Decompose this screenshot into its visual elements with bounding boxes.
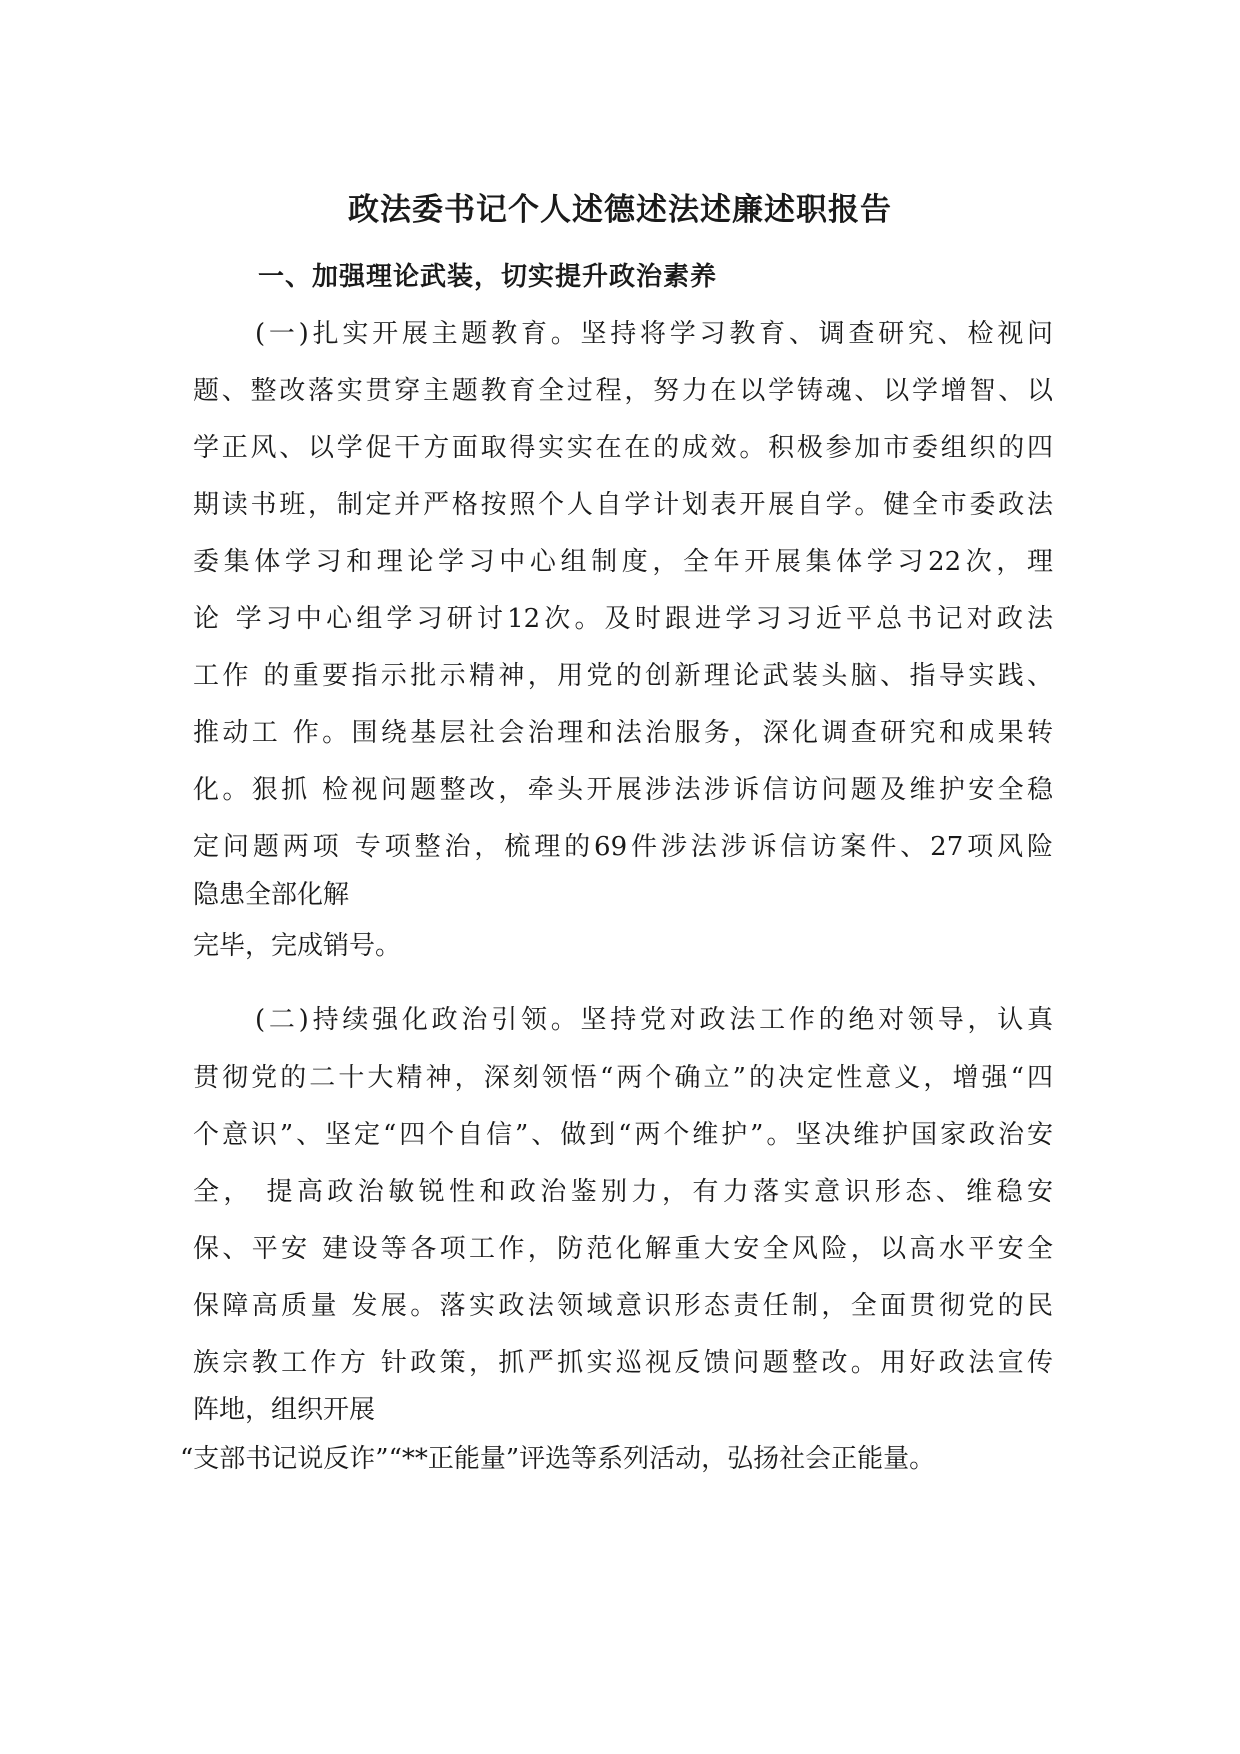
paragraph-line: 保障高质量 发展。落实政法领域意识形态责任制，全面贯彻党的民 [193,1291,1053,1321]
paragraph-line: 保、平安 建设等各项工作，防范化解重大安全风险，以高水平安全 [193,1234,1053,1264]
paragraph-line: 全， 提高政治敏锐性和政治鉴别力，有力落实意识形态、维稳安 [193,1177,1053,1207]
paragraph-line: 个意识”、坚定“四个自信”、做到“两个维护”。坚决维护国家政治安 [193,1120,1053,1150]
section-heading: 一、加强理论武装，切实提升政治素养 [258,262,718,292]
paragraph-line: “支部书记说反诈”“**正能量”评选等系列活动，弘扬社会正能量。 [180,1444,936,1474]
paragraph-line: 推动工 作。围绕基层社会治理和法治服务，深化调查研究和成果转 [193,718,1053,748]
paragraph-line: 论 学习中心组学习研讨12次。及时跟进学习习近平总书记对政法 [193,604,1053,634]
paragraph-line: 工作 的重要指示批示精神，用党的创新理论武装头脑、指导实践、 [193,661,1053,691]
paragraph-line: (一)扎实开展主题教育。坚持将学习教育、调查研究、检视问 [255,319,1053,349]
paragraph-line: (二)持续强化政治引领。坚持党对政法工作的绝对领导，认真 [255,1005,1053,1035]
paragraph-line: 定问题两项 专项整治，梳理的69件涉法涉诉信访案件、27项风险 [193,832,1053,862]
paragraph-line: 学正风、以学促干方面取得实实在在的成效。积极参加市委组织的四 [193,433,1053,463]
paragraph-line: 族宗教工作方 针政策，抓严抓实巡视反馈问题整改。用好政法宣传 [193,1348,1053,1378]
paragraph-line: 隐患全部化解 [193,880,350,910]
paragraph-line: 化。狠抓 检视问题整改，牵头开展涉法涉诉信访问题及维护安全稳 [193,775,1053,805]
paragraph-line: 完毕，完成销号。 [193,931,402,961]
paragraph-line: 期读书班，制定并严格按照个人自学计划表开展自学。健全市委政法 [193,490,1053,520]
paragraph-line: 委集体学习和理论学习中心组制度，全年开展集体学习22次，理 [193,547,1053,577]
paragraph-line: 贯彻党的二十大精神，深刻领悟“两个确立”的决定性意义，增强“四 [193,1063,1053,1093]
paragraph-line: 题、整改落实贯穿主题教育全过程，努力在以学铸魂、以学增智、以 [193,376,1053,406]
document-title: 政法委书记个人述德述法述廉述职报告 [348,192,892,228]
paragraph-line: 阵地，组织开展 [193,1395,376,1425]
